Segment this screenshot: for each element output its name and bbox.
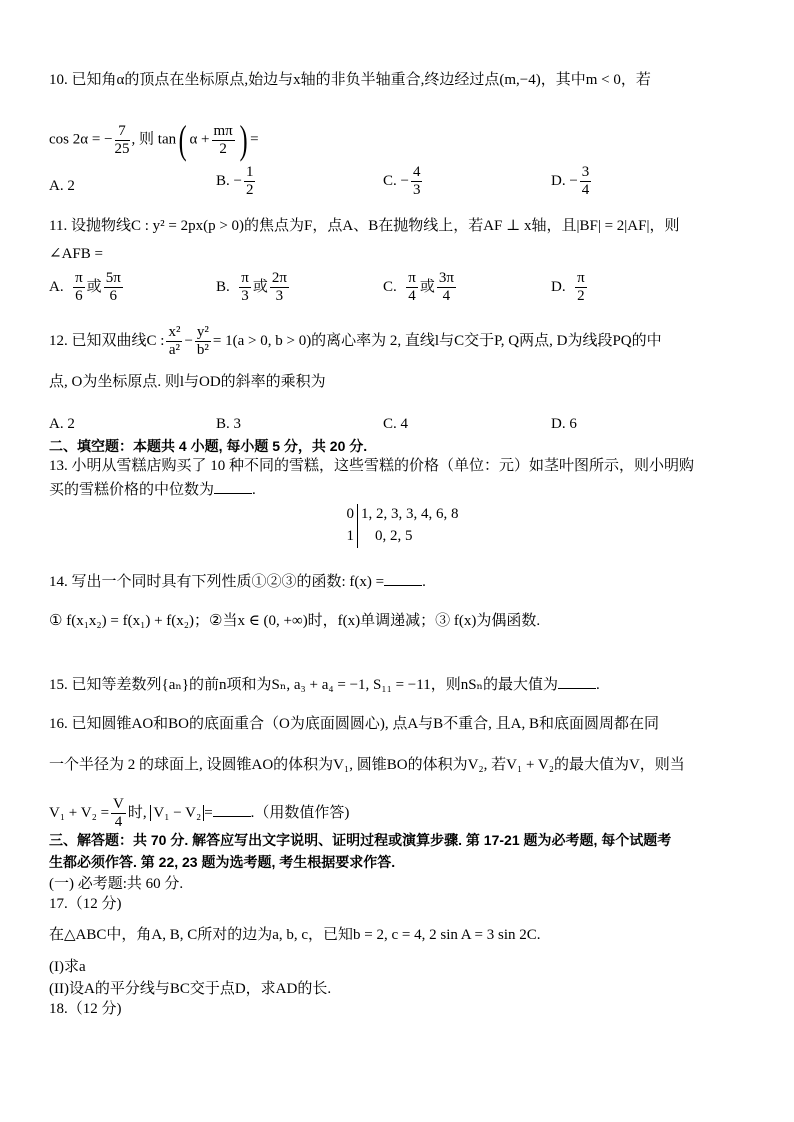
stem-leaves-2: 0, 2, 5	[375, 528, 413, 544]
q11-b-frac2	[270, 270, 289, 305]
q10-l2-inner-pre: α +	[189, 131, 210, 148]
q10-l2-frac	[115, 123, 130, 158]
stem-key-1: 0	[346, 506, 354, 522]
q11-c-n2: 3π	[438, 270, 454, 286]
q11-option-d	[551, 270, 589, 305]
q10-l2-num: 7	[115, 123, 130, 141]
q12-l1-post: = 1(a > 0, b > 0)的离心率为 2, 直线l与C交于P, Q两点, D为线段PQ的中	[212, 332, 662, 349]
q11-c-or: 或	[419, 278, 435, 295]
q10-option-b-frac	[244, 164, 256, 199]
q12-option-c: C. 4	[383, 416, 409, 432]
q14-line2: ① f(x₁x₂) = f(x₁) + f(x₂)；②当x ∈ (0, +∞)时，f(x)单调递减；③ f(x)为偶函数.	[49, 613, 541, 629]
q11-b-n2: 2π	[271, 270, 287, 286]
q14-line1-end: .	[422, 574, 426, 590]
section2-heading: 二、填空题：本题共 4 小题, 每小题 5 分，共 20 分.	[49, 438, 368, 454]
q12-frac-x	[166, 324, 182, 359]
q12-l1-pre: 12. 已知双曲线C :	[49, 332, 165, 349]
q10-option-a: A. 2	[49, 178, 75, 194]
q16-line2: 一个半径为 2 的球面上, 设圆锥AO的体积为V₁, 圆锥BO的体积为V₂, 若V₁ + V₂的最大值为V，则当	[49, 757, 685, 773]
q17-line3: (I)求a	[49, 959, 86, 975]
right-paren: )	[239, 117, 248, 162]
q12-d2: b²	[196, 342, 209, 358]
answer-blank	[384, 571, 422, 586]
q11-a-d2: 6	[109, 288, 117, 304]
q11-c-d2: 4	[442, 288, 451, 304]
q10-option-c-label: C. −	[383, 172, 409, 189]
q11-option-b-label: B.	[216, 278, 230, 295]
q13-line2	[49, 479, 256, 500]
q16-l3-mid: 时,	[127, 804, 151, 821]
q10-option-c-den: 3	[412, 182, 421, 198]
section3-line1: 三、解答题：共 70 分. 解答应写出文字说明、证明过程或演算步骤. 第 17-21 题为必考题, 每个试题考	[49, 832, 672, 848]
q10-option-d-frac	[580, 164, 592, 199]
q11-b-n1: π	[241, 270, 249, 286]
q10-option-d-num: 3	[581, 164, 590, 180]
q10-option-d	[551, 164, 593, 199]
q14-line1	[49, 571, 426, 592]
q12-d1: a²	[168, 342, 181, 358]
q11-d-frac1	[575, 270, 587, 305]
section3-line2: 生都必须作答. 第 22, 23 题为选考题, 考生根据要求作答.	[49, 854, 396, 870]
answer-blank	[214, 479, 252, 494]
q16-frac	[111, 796, 126, 831]
q12-n2: y²	[196, 324, 209, 340]
q15-line1-text: 15. 已知等差数列{aₙ}的前n项和为Sₙ, a₃ + a₄ = −1, S₁₁ = −11，则nSₙ的最大值为	[49, 677, 559, 693]
q16-num: V	[113, 796, 124, 812]
q12-line2: 点, O为坐标原点. 则l与OD的斜率的乘积为	[49, 374, 326, 390]
q15-line1	[49, 674, 600, 695]
q10-line2	[49, 117, 259, 162]
q16-l3-pre: V₁ + V₂ =	[49, 804, 110, 821]
q16-abs: V₁ − V₂	[150, 805, 204, 821]
q10-option-c-num: 4	[412, 164, 421, 180]
q10-option-c-frac	[411, 164, 423, 199]
left-paren: (	[178, 117, 187, 162]
q11-a-or: 或	[86, 278, 102, 295]
q17-line4: (II)设A的平分线与BC交于点D，求AD的长.	[49, 981, 332, 997]
q11-a-n1: π	[75, 270, 83, 286]
q11-c-frac1	[406, 270, 418, 305]
q13-line2-text: 买的雪糕价格的中位数为	[49, 482, 215, 498]
q11-c-n1: π	[408, 270, 416, 286]
q18-line1: 18.（12 分)	[49, 1001, 122, 1017]
q12-frac-y	[195, 324, 211, 359]
stem-divider	[357, 504, 358, 548]
q11-b-d2: 3	[275, 288, 284, 304]
q10-option-d-den: 4	[581, 182, 590, 198]
q10-option-c	[383, 164, 424, 199]
q10-l2-post: =	[250, 131, 259, 148]
q11-a-d1: 6	[75, 288, 83, 304]
q17-line1: 17.（12 分)	[49, 896, 122, 912]
q10-line1: 10. 已知角α的顶点在坐标原点,始边与x轴的非负半轴重合,终边经过点(m,−4)，其中m < 0，若	[49, 72, 651, 88]
q12-option-a: A. 2	[49, 416, 75, 432]
q11-d-d1: 2	[577, 288, 585, 304]
q16-eq: =	[204, 804, 213, 821]
q16-line1: 16. 已知圆锥AO和BO的底面重合（O为底面圆圆心), 点A与B不重合, 且A, B和底面圆周都在同	[49, 716, 660, 732]
q12-option-d: D. 6	[551, 416, 577, 432]
q11-option-b	[216, 270, 291, 305]
q13-line1: 13. 小明从雪糕店购买了 10 种不同的雪糕，这些雪糕的价格（单位：元）如茎叶图所示，则小明购	[49, 458, 695, 474]
q10-option-b-den: 2	[245, 182, 254, 198]
q11-c-frac2	[437, 270, 456, 305]
q11-b-d1: 3	[241, 288, 249, 304]
q11-a-n2: 5π	[105, 270, 121, 286]
q11-option-a	[49, 270, 125, 305]
q11-line2: ∠AFB =	[49, 246, 103, 262]
answer-blank	[558, 674, 596, 689]
answer-blank	[213, 802, 251, 817]
q11-b-frac1	[239, 270, 251, 305]
q10-option-b	[216, 164, 257, 199]
q10-option-b-label: B. −	[216, 172, 242, 189]
q12-line1	[49, 324, 662, 359]
q15-line1-end: .	[596, 677, 600, 693]
q10-l2-inner-den: 2	[219, 140, 227, 157]
q10-l2-pre: cos 2α = −	[49, 131, 113, 148]
q13-line2-end: .	[252, 482, 256, 498]
q11-option-c-label: C.	[383, 278, 397, 295]
q10-option-b-num: 1	[245, 164, 254, 180]
q10-l2-inner-frac	[212, 123, 235, 158]
q12-minus: −	[184, 332, 193, 349]
q10-option-d-label: D. −	[551, 172, 578, 189]
q11-a-frac2	[104, 270, 123, 305]
q11-a-frac1	[73, 270, 85, 305]
stem-leaves-1: 1, 2, 3, 3, 4, 6, 8	[361, 506, 459, 522]
q14-line1-text: 14. 写出一个同时具有下列性质①②③的函数: f(x) =	[49, 574, 385, 590]
q16-line3	[49, 796, 349, 831]
q10-l2-den: 25	[114, 140, 130, 157]
q16-den: 4	[114, 814, 123, 830]
q12-n1: x²	[168, 324, 181, 340]
stem-key-2: 1	[346, 528, 354, 544]
q11-option-c	[383, 270, 458, 305]
q12-option-b: B. 3	[216, 416, 242, 432]
q11-c-d1: 4	[408, 288, 416, 304]
section3-line3: (一) 必考题:共 60 分.	[49, 876, 184, 892]
q11-option-d-label: D.	[551, 278, 566, 295]
q11-line1: 11. 设抛物线C : y² = 2px(p > 0)的焦点为F，点A、B在抛物线上，若AF ⊥ x轴，且|BF| = 2|AF|，则	[49, 218, 680, 234]
q16-l3-post: .（用数值作答)	[250, 804, 350, 821]
q10-l2-mid: , 则 tan	[131, 131, 177, 148]
q17-line2: 在△ABC中，角A, B, C所对的边为a, b, c，已知b = 2, c = 4, 2 sin A = 3 sin 2C.	[49, 927, 541, 943]
q10-l2-inner-num: mπ	[213, 122, 233, 139]
q11-b-or: 或	[252, 278, 268, 295]
q11-option-a-label: A.	[49, 278, 64, 295]
q11-d-n1: π	[577, 270, 585, 286]
